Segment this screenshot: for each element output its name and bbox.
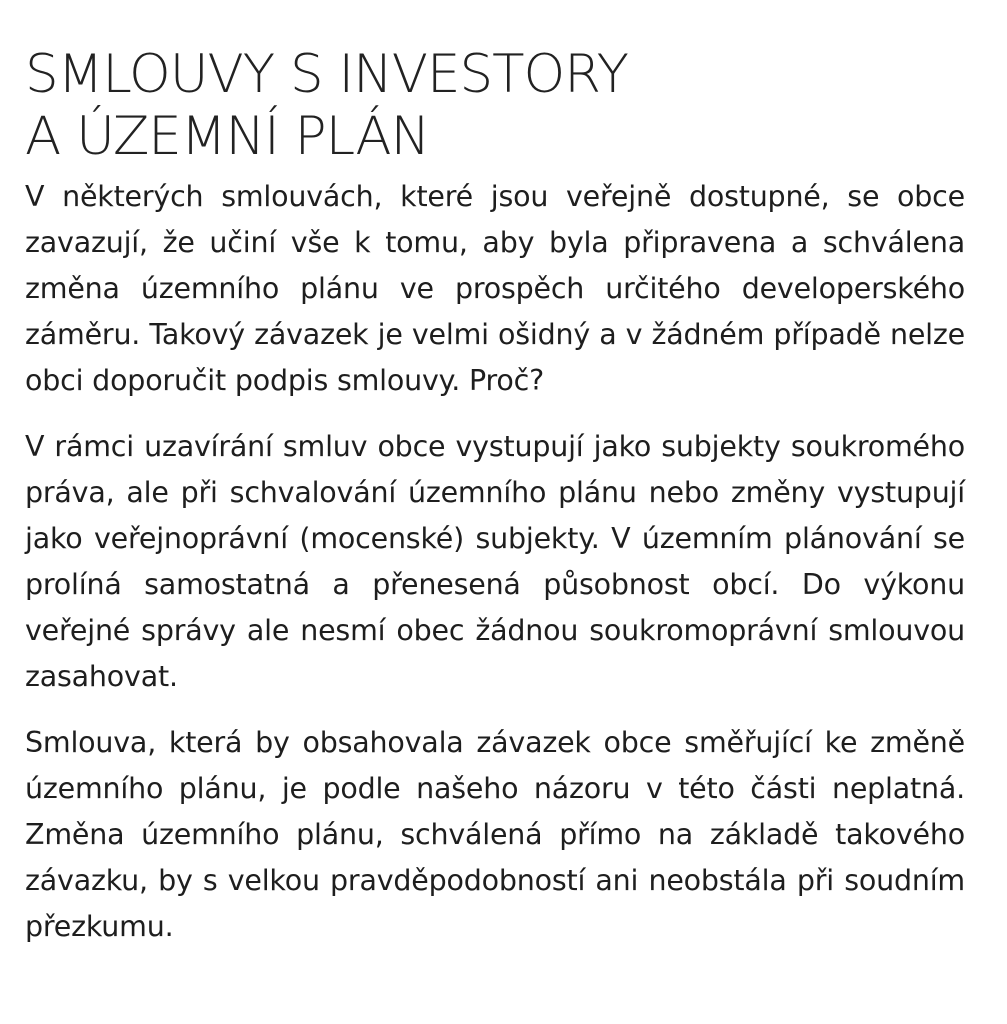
article-title — [25, 44, 965, 168]
paragraph-1: V některých smlouvách, které jsou veřejně dostupné, se obce zavazují, že učiní vše k tomu, aby byla připravena a schválena změna územního plánu ve prospěch určitého developerského záměru. Takový závazek je velmi ošidný a v žádném případě nelze obci doporučit podpis smlouvy. Proč? — [25, 180, 965, 397]
paragraph-2: V rámci uzavírání smluv obce vystupují jako subjekty soukromého práva, ale při schvalování územního plánu nebo změny vystupují jako veřejnoprávní (mocenské) subjekty. V územním plánování se prolíná samostatná a přenesená působnost obcí. Do výkonu veřejné správy ale nesmí obec žádnou soukromoprávní smlouvou zasahovat. — [25, 430, 965, 693]
article-title-line-1: SMLOUVY S INVESTORY — [25, 44, 629, 105]
article-title-line-2: A ÚZEMNÍ PLÁN — [25, 106, 430, 167]
article — [25, 44, 965, 950]
paragraph-3: Smlouva, která by obsahovala závazek obce směřující ke změně územního plánu, je podle našeho názoru v této části neplatná. Změna územního plánu, schválená přímo na základě takového závazku, by s velkou pravděpodobností ani neobstála při soudním přezkumu. — [25, 726, 965, 943]
